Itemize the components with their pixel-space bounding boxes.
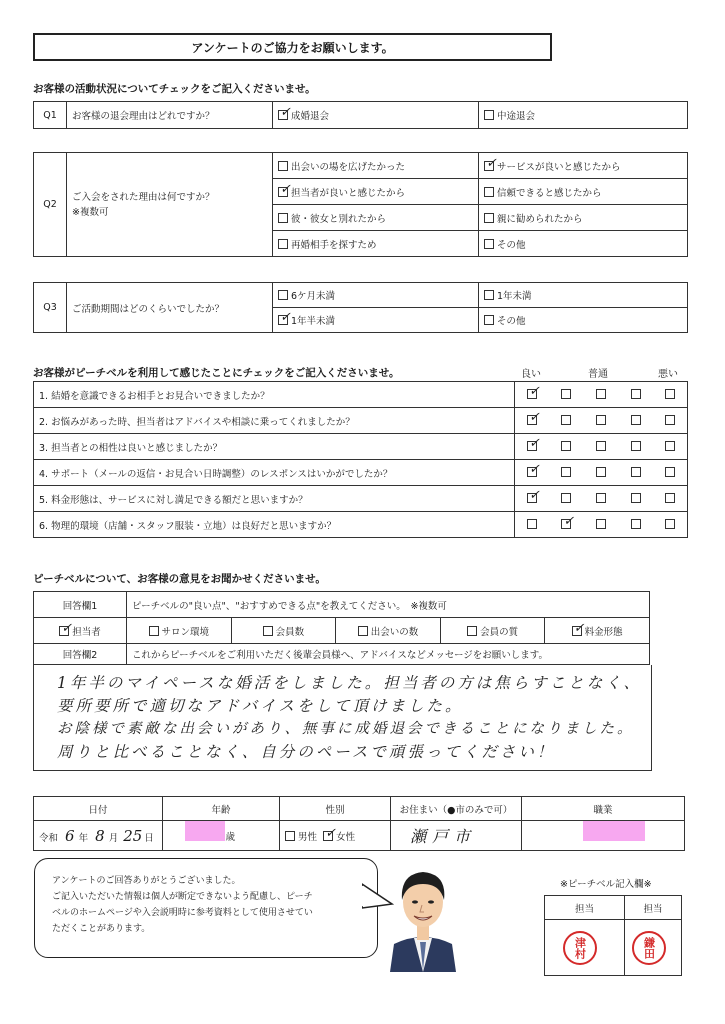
- field1-label: 回答欄1: [34, 592, 127, 618]
- checkbox[interactable]: [596, 467, 606, 477]
- q2-option-6[interactable]: 再婚相手を探すため: [273, 231, 479, 257]
- rating-option-2[interactable]: [549, 434, 584, 460]
- evaluation-question: 3. 担当者との相性は良いと感じましたか？: [34, 434, 515, 460]
- staff-col1-label: 担当: [545, 896, 625, 920]
- rating-good-header: 良い: [521, 369, 541, 380]
- checkbox[interactable]: ✓: [325, 825, 336, 841]
- field1-option[interactable]: サロン環境: [127, 618, 232, 644]
- field1-prompt: ピーチベルの"良い点"、"おすすめできる点"を教えてください。 ※複数可: [127, 592, 650, 618]
- survey-title: アンケートのご協力をお願いします。: [33, 33, 552, 61]
- checkbox[interactable]: ✓: [529, 383, 540, 399]
- date-label: 日付: [34, 797, 163, 821]
- q2-label: Q2: [34, 153, 67, 257]
- checkbox[interactable]: [561, 467, 571, 477]
- q2-option-5[interactable]: 親に勧められたから: [479, 205, 688, 231]
- age-value[interactable]: 歳: [163, 821, 280, 851]
- rating-option-2[interactable]: [549, 408, 584, 434]
- checkbox[interactable]: [467, 626, 477, 636]
- rating-option-4[interactable]: [618, 382, 653, 408]
- q2-option-4[interactable]: 彼・彼女と別れたから: [273, 205, 479, 231]
- q3-option-1[interactable]: 1年未満: [479, 283, 688, 308]
- q1-option-0[interactable]: ✓ 成婚退会: [273, 102, 479, 129]
- checkbox[interactable]: [484, 239, 494, 249]
- rating-option-5[interactable]: [653, 512, 688, 538]
- rating-option-5[interactable]: [653, 434, 688, 460]
- q2-table: [33, 152, 688, 257]
- opinion-field2-table: [33, 643, 650, 665]
- checkbox[interactable]: [631, 389, 641, 399]
- checkbox[interactable]: [665, 493, 675, 503]
- staff-stamp-2: 鎌田: [632, 931, 666, 965]
- evaluation-question: 2. お悩みがあった時、担当者はアドバイスや相談に乗ってくれましたか？: [34, 408, 515, 434]
- evaluation-row: [34, 486, 688, 512]
- checkbox[interactable]: [285, 831, 295, 841]
- checkbox[interactable]: ✓: [61, 620, 73, 636]
- address-value[interactable]: 瀬戸市: [391, 821, 522, 851]
- handwritten-line-1: 1年半のマイペースな婚活をしました。担当者の方は焦らすことなく、: [57, 674, 642, 692]
- checkbox[interactable]: [631, 519, 641, 529]
- rating-option-1[interactable]: [515, 460, 550, 486]
- checkbox[interactable]: [631, 467, 641, 477]
- q2-option-3[interactable]: 信頼できると感じたから: [479, 179, 688, 205]
- checkbox[interactable]: [278, 290, 288, 300]
- q2-option-0[interactable]: 出会いの場を広げたかった: [273, 153, 479, 179]
- rating-option-2[interactable]: [549, 512, 584, 538]
- day-value: 25: [123, 826, 143, 845]
- q1-label: Q1: [34, 102, 67, 129]
- rating-normal-header: 普通: [588, 369, 608, 380]
- rating-option-1[interactable]: [515, 434, 550, 460]
- field1-option[interactable]: 会員の質: [440, 618, 545, 644]
- opinion-field1-table: [33, 591, 650, 644]
- checkbox[interactable]: [561, 389, 571, 399]
- staff-stamp-1: 津村: [563, 931, 597, 965]
- q2-option-2[interactable]: ✓ 担当者が良いと感じたから: [273, 179, 479, 205]
- month-value: 8: [95, 826, 105, 845]
- handwritten-line-4: 周りと比べることなく、自分のペースで頑張ってください！: [57, 743, 556, 761]
- staff-col2-label: 担当: [625, 896, 682, 920]
- field2-prompt: これからピーチベルをご利用いただく後輩会員様へ、アドバイスなどメッセージをお願いします。: [127, 644, 650, 665]
- q2-question: ご入会をされた理由は何ですか？ ※複数可: [67, 153, 273, 257]
- checkbox[interactable]: [631, 441, 641, 451]
- checkbox[interactable]: [596, 441, 606, 451]
- evaluation-section-heading: お客様がピーチベルを利用して感じたことにチェックをご記入くださいませ。: [33, 367, 400, 379]
- evaluation-question: 1. 結婚を意識できるお相手とお見合いできましたか？: [34, 382, 515, 408]
- rating-option-3[interactable]: [584, 486, 619, 512]
- age-label: 年齢: [163, 797, 280, 821]
- field1-option[interactable]: ✓ 料金形態: [545, 618, 650, 644]
- checkbox[interactable]: ✓: [529, 435, 540, 451]
- field1-option[interactable]: 会員数: [231, 618, 336, 644]
- date-value[interactable]: 令和 6 年 8 月 25 日: [34, 821, 163, 851]
- checkbox[interactable]: [596, 519, 606, 529]
- field1-option[interactable]: ✓ 担当者: [34, 618, 127, 644]
- q2-option-7[interactable]: その他: [479, 231, 688, 257]
- rating-option-3[interactable]: [584, 434, 619, 460]
- handwritten-line-3: お陰様で素敵な出会いがあり、無事に成婚退会できることになりました。: [57, 721, 635, 737]
- rating-option-4[interactable]: [618, 460, 653, 486]
- rating-option-5[interactable]: [653, 408, 688, 434]
- q1-table: [33, 101, 688, 129]
- rating-bad-header: 悪い: [658, 369, 678, 380]
- rating-option-2[interactable]: [549, 382, 584, 408]
- checkbox[interactable]: [484, 315, 494, 325]
- bubble-text: アンケートのご回答ありがとうございました。 ご記入いただいた情報は個人が断定できないよう配慮し、ピーチ ベルのホームページや入会説明時に参考資料として使用させてい ただくことがあります。: [52, 876, 313, 934]
- checkbox[interactable]: ✓: [280, 310, 291, 325]
- evaluation-question: 6. 物理的環境（店舗・スタッフ服装・立地）は良好だと思いますか？: [34, 512, 515, 538]
- handwritten-line-2: 要所要所で適切なアドバイスをして頂けました。: [57, 697, 464, 715]
- rating-option-4[interactable]: [618, 408, 653, 434]
- gender-label: 性別: [280, 797, 391, 821]
- rating-option-1[interactable]: [515, 486, 550, 512]
- checkbox[interactable]: [484, 187, 494, 197]
- checkbox[interactable]: [527, 519, 537, 529]
- address-label: お住まい（●市のみで可）: [391, 797, 522, 821]
- checkbox[interactable]: [358, 626, 368, 636]
- checkbox[interactable]: [665, 389, 675, 399]
- checkbox[interactable]: ✓: [280, 105, 291, 120]
- checkbox[interactable]: [278, 161, 288, 171]
- checkbox[interactable]: [561, 493, 571, 503]
- checkbox[interactable]: [484, 110, 494, 120]
- q3-option-3[interactable]: その他: [479, 308, 688, 333]
- checkbox[interactable]: [484, 290, 494, 300]
- rating-option-5[interactable]: [653, 382, 688, 408]
- staff-caricature-illustration: [384, 862, 462, 972]
- q3-question: ご活動期間はどのくらいでしたか？: [67, 283, 273, 333]
- q3-option-2[interactable]: ✓ 1年半未満: [273, 308, 479, 333]
- redacted-age: [185, 821, 225, 841]
- rating-option-4[interactable]: [618, 434, 653, 460]
- evaluation-question: 5. 料金形態は、サービスに対し満足できる額だと思いますか？: [34, 486, 515, 512]
- q3-table: [33, 282, 688, 333]
- field1-option[interactable]: 出会いの数: [336, 618, 441, 644]
- checkbox[interactable]: [596, 415, 606, 425]
- rating-option-3[interactable]: [584, 382, 619, 408]
- checkbox[interactable]: ✓: [280, 181, 291, 197]
- rating-option-4[interactable]: [618, 486, 653, 512]
- year-value: 6: [65, 826, 75, 845]
- checkbox[interactable]: ✓: [573, 620, 585, 636]
- field2-label: 回答欄2: [34, 644, 127, 665]
- staff-area-heading: ※ピーチベル記入欄※: [560, 879, 652, 890]
- activity-section-heading: お客様の活動状況についてチェックをご記入くださいませ。: [33, 83, 316, 95]
- q3-label: Q3: [34, 283, 67, 333]
- checkbox[interactable]: [631, 415, 641, 425]
- rating-option-4[interactable]: [618, 512, 653, 538]
- rating-option-3[interactable]: [584, 460, 619, 486]
- evaluation-row: [34, 512, 688, 538]
- q1-option-1[interactable]: 中途退会: [479, 102, 688, 129]
- checkbox[interactable]: [149, 626, 159, 636]
- rating-option-1[interactable]: [515, 512, 550, 538]
- evaluation-question: 4. サポート（メールの返信・お見合い日時調整）のレスポンスはいかがでしたか？: [34, 460, 515, 486]
- rating-option-3[interactable]: [584, 408, 619, 434]
- rating-option-2[interactable]: [549, 460, 584, 486]
- opinion-section-heading: ピーチベルについて、お客様の意見をお聞かせくださいませ。: [33, 573, 326, 585]
- checkbox[interactable]: [596, 493, 606, 503]
- checkbox[interactable]: ✓: [529, 409, 540, 425]
- checkbox[interactable]: [665, 467, 675, 477]
- job-label: 職業: [522, 797, 685, 821]
- checkbox[interactable]: [665, 441, 675, 451]
- checkbox[interactable]: ✓: [529, 461, 540, 477]
- q1-question: お客様の退会理由はどれですか？: [67, 102, 273, 129]
- rating-option-5[interactable]: [653, 486, 688, 512]
- checkbox[interactable]: [561, 415, 571, 425]
- q2-option-1[interactable]: ✓ サービスが良いと感じたから: [479, 153, 688, 179]
- rating-option-5[interactable]: [653, 460, 688, 486]
- checkbox[interactable]: [665, 415, 675, 425]
- rating-option-1[interactable]: [515, 382, 550, 408]
- checkbox[interactable]: [263, 626, 273, 636]
- gender-value[interactable]: 男性 ✓ 女性: [280, 821, 391, 851]
- evaluation-row: [34, 408, 688, 434]
- evaluation-row: [34, 460, 688, 486]
- rating-option-3[interactable]: [584, 512, 619, 538]
- checkbox[interactable]: [665, 519, 675, 529]
- checkbox[interactable]: [561, 441, 571, 451]
- checkbox[interactable]: [278, 213, 288, 223]
- checkbox[interactable]: ✓: [529, 487, 540, 503]
- q3-option-0[interactable]: 6ケ月未満: [273, 283, 479, 308]
- checkbox[interactable]: [596, 389, 606, 399]
- checkbox[interactable]: [631, 493, 641, 503]
- evaluation-row: [34, 382, 688, 408]
- rating-option-1[interactable]: [515, 408, 550, 434]
- checkbox[interactable]: ✓: [563, 513, 575, 529]
- checkbox[interactable]: [278, 239, 288, 249]
- checkbox[interactable]: ✓: [486, 155, 497, 171]
- checkbox[interactable]: [484, 213, 494, 223]
- evaluation-table: [33, 381, 688, 538]
- evaluation-row: [34, 434, 688, 460]
- rating-option-2[interactable]: [549, 486, 584, 512]
- redacted-job: [583, 821, 645, 841]
